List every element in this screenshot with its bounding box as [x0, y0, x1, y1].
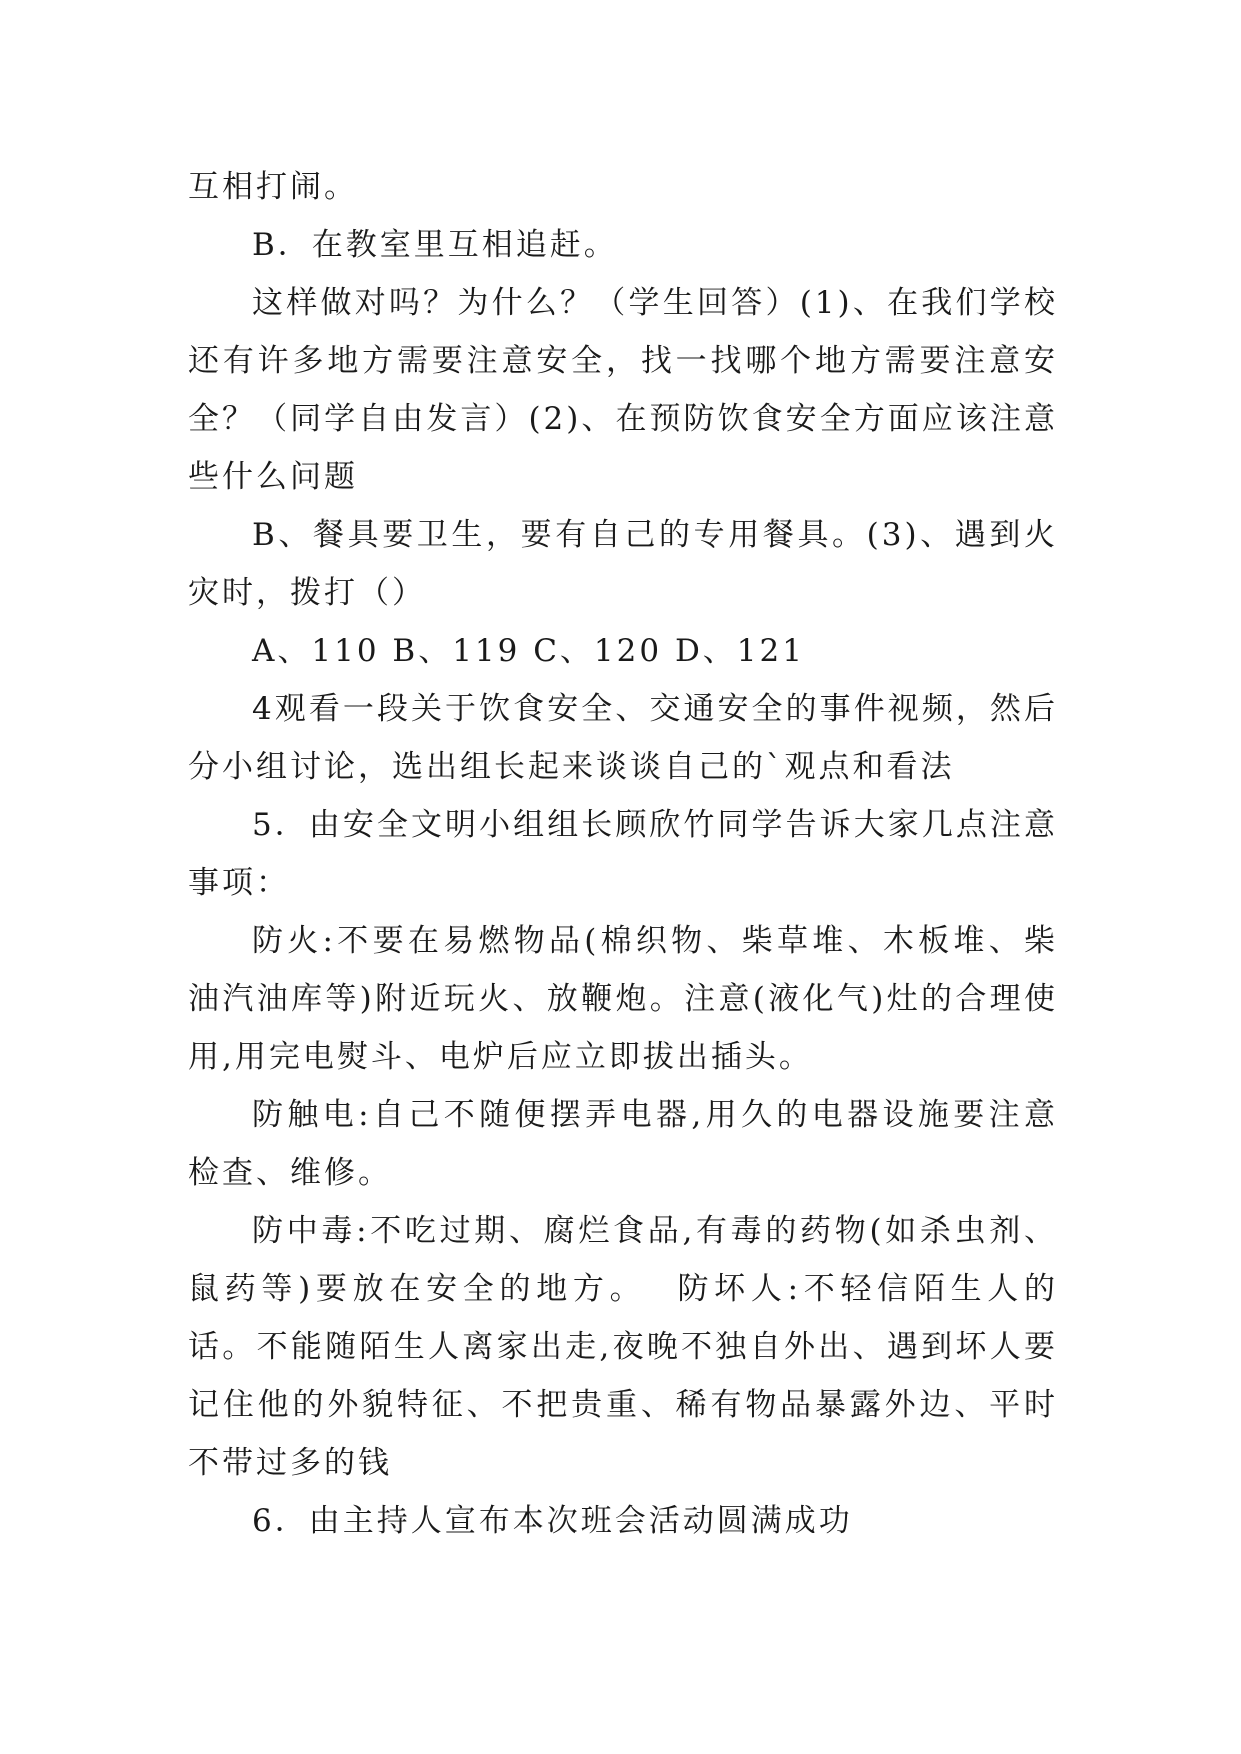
paragraph-2: B．在教室里互相追赶。: [252, 227, 618, 263]
paragraph-11: 6．由主持人宣布本次班会活动圆满成功: [252, 1503, 853, 1539]
paragraph-6: 4观看一段关于饮食安全、交通安全的事件视频，然后分小组讨论，选出组长起来谈谈自己的`观点和看法: [188, 691, 1058, 785]
paragraph-9: 防触电:自己不随便摆弄电器,用久的电器设施要注意检查、维修。: [188, 1097, 1058, 1191]
paragraph-5: A、110 B、119 C、120 D、121: [252, 633, 805, 669]
paragraph-3: 这样做对吗？为什么？（学生回答）(1)、在我们学校还有许多地方需要注意安全，找一找哪个地方需要注意安全？（同学自由发言）(2)、在预防饮食安全方面应该注意些什么问题: [188, 285, 1058, 495]
paragraph-1: 互相打闹。: [188, 169, 358, 205]
paragraph-4: B、餐具要卫生，要有自己的专用餐具。(3)、遇到火灾时，拨打（）: [188, 517, 1058, 611]
paragraph-10: 防中毒:不吃过期、腐烂食品,有毒的药物(如杀虫剂、鼠药等)要放在安全的地方。 防坏人:不轻信陌生人的话。不能随陌生人离家出走,夜晚不独自外出、遇到坏人要记住他的外貌特征、不把贵重、稀有物品暴露外边、平时不带过多的钱: [188, 1213, 1058, 1481]
document-body: [188, 158, 1058, 1550]
paragraph-8: 防火:不要在易燃物品(棉织物、柴草堆、木板堆、柴油汽油库等)附近玩火、放鞭炮。注意(液化气)灶的合理使用,用完电熨斗、电炉后应立即拔出插头。: [188, 923, 1058, 1075]
paragraph-7: 5．由安全文明小组组长顾欣竹同学告诉大家几点注意事项：: [188, 807, 1058, 901]
